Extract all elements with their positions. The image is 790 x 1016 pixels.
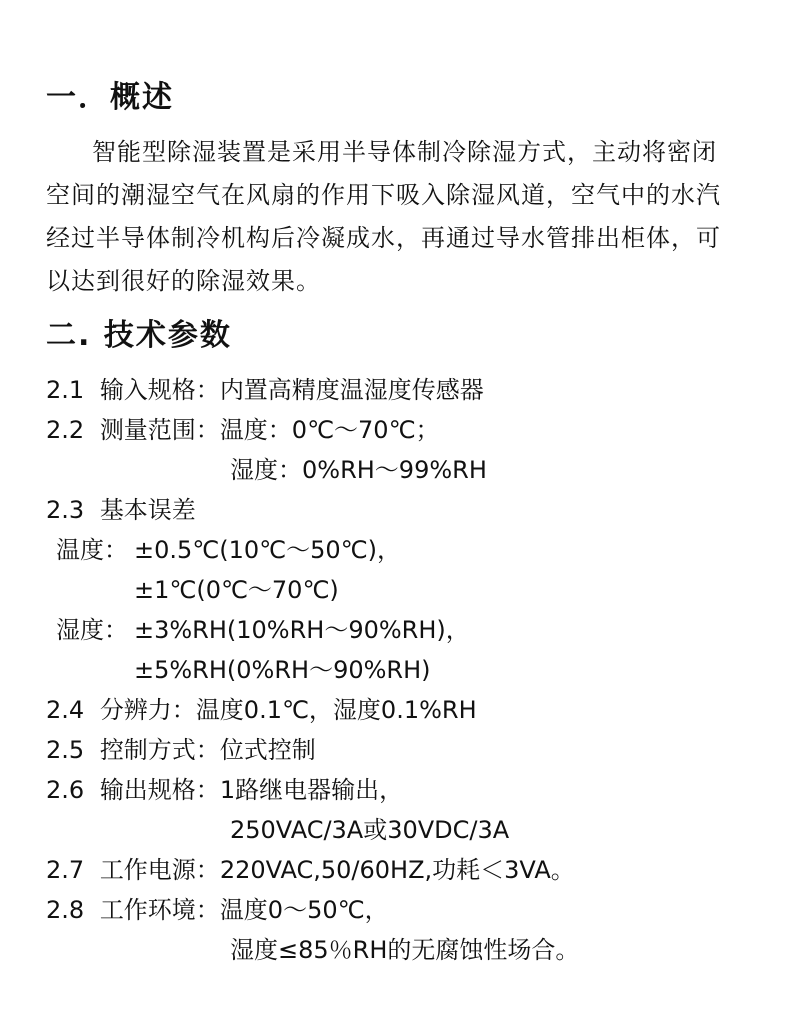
spec-output [46, 770, 403, 810]
spec-value: 220VAC,50/60HZ,功耗＜3VA。 [219, 856, 575, 884]
spec-control [46, 730, 316, 770]
spec-label: 工作电源： [99, 856, 220, 884]
spec-label: 输出规格： [99, 776, 220, 804]
spec-value: 温度0～50℃， [219, 896, 389, 924]
spec-value: 1路继电器输出， [219, 776, 404, 804]
spec-resolution [46, 690, 477, 730]
spec-environment [46, 890, 389, 930]
spec-number: 2.2 [46, 416, 85, 444]
error-temp-value: ±0.5℃(10℃～50℃)， [134, 536, 401, 564]
section-title-specs: 二. 技术参数 [46, 318, 232, 353]
overview-line: 经过半导体制冷机构后冷凝成水，再通过导水管排出柜体，可 [46, 224, 721, 252]
spec-value: 位式控制 [219, 736, 316, 764]
spec-number: 2.5 [46, 736, 85, 764]
error-temp-value: ±1℃(0℃～70℃) [134, 576, 339, 604]
spec-input [46, 370, 484, 410]
spec-label: 分辨力： [99, 696, 196, 724]
spec-number: 2.3 [46, 496, 85, 524]
spec-number: 2.8 [46, 896, 85, 924]
spec-error [46, 490, 196, 530]
spec-value: 内置高精度温湿度传感器 [219, 376, 484, 404]
overview-line: 智能型除湿装置是采用半导体制冷除湿方式，主动将密闭 [92, 138, 717, 166]
spec-label: 基本误差 [99, 496, 196, 524]
spec-label: 测量范围： [99, 416, 220, 444]
spec-number: 2.7 [46, 856, 85, 884]
overview-line: 空间的潮湿空气在风扇的作用下吸入除湿风道，空气中的水汽 [46, 181, 721, 209]
spec-number: 2.4 [46, 696, 85, 724]
error-humidity-label: 湿度： [56, 616, 128, 644]
error-humidity-value: ±3%RH(10%RH～90%RH)， [134, 616, 470, 644]
section-title-overview: 一．概述 [46, 80, 174, 115]
spec-label: 工作环境： [99, 896, 220, 924]
spec-power [46, 850, 575, 890]
spec-value-cont: 250VAC/3A或30VDC/3A [230, 816, 510, 844]
spec-value-cont: 湿度：0%RH～99%RH [230, 456, 487, 484]
spec-number: 2.6 [46, 776, 85, 804]
error-temp-label: 温度： [56, 536, 128, 564]
overview-paragraph [46, 131, 776, 303]
overview-line: 以达到很好的除湿效果。 [46, 267, 321, 295]
spec-value: 温度0.1℃，湿度0.1%RH [195, 696, 477, 724]
spec-label: 控制方式： [99, 736, 220, 764]
spec-range [46, 410, 440, 450]
spec-value: 温度：0℃～70℃； [219, 416, 440, 444]
spec-value-cont: 湿度≤85％RH的无腐蚀性场合。 [230, 936, 580, 964]
error-humidity-value: ±5%RH(0%RH～90%RH) [134, 656, 431, 684]
spec-number: 2.1 [46, 376, 85, 404]
spec-label: 输入规格： [99, 376, 220, 404]
